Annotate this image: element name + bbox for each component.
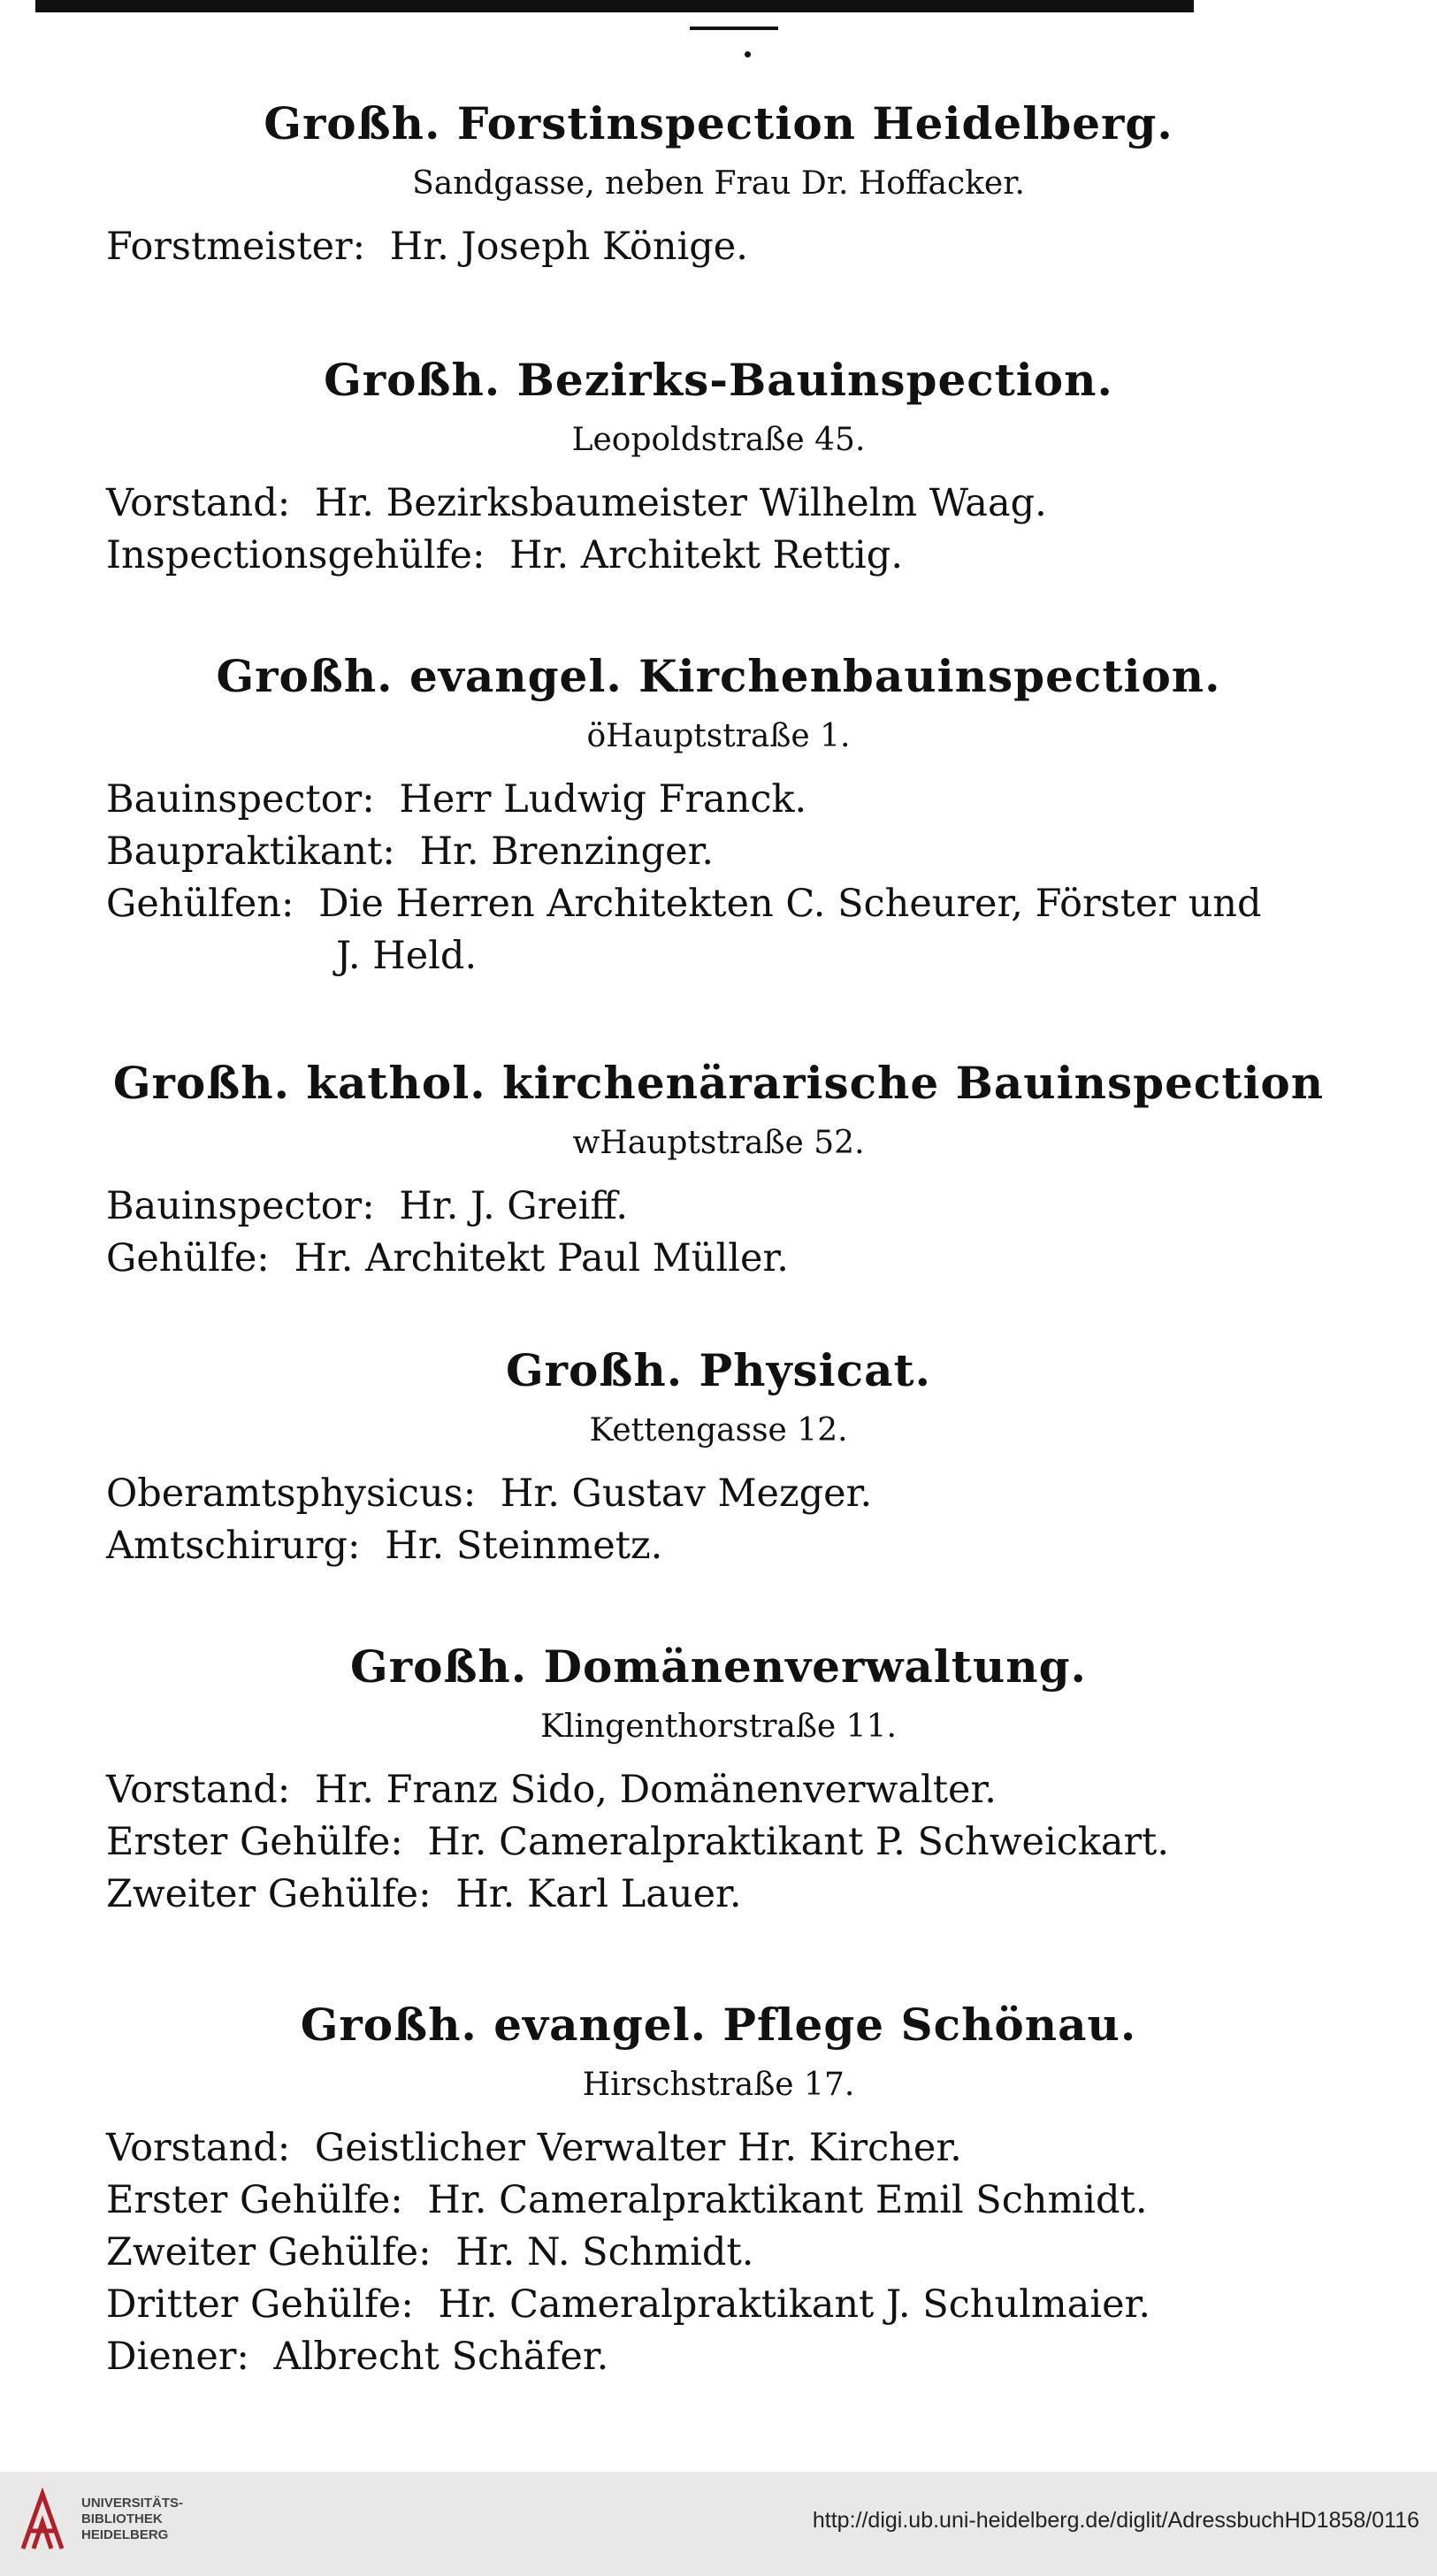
source-url-link[interactable]: http://digi.ub.uni-heidelberg.de/diglit/AdressbuchHD1858/0116: [812, 2508, 1419, 2533]
entry-name: Hr. Franz Sido, Domänenverwalter.: [314, 1768, 997, 1812]
section-forstinspection: [0, 97, 1437, 273]
section-address: Leopoldstraße 45.: [571, 422, 866, 458]
section-title: Großh. Forstinspection Heidelberg.: [264, 97, 1173, 149]
entry-role: Zweiter Gehülfe:: [106, 2230, 432, 2274]
entry-role: Gehülfen:: [106, 882, 294, 926]
entry-name: Hr. Architekt Rettig.: [509, 533, 903, 577]
list-item: [106, 2175, 1384, 2227]
entry-role: Erster Gehülfe:: [106, 2178, 403, 2222]
entry-role: Zweiter Gehülfe:: [106, 1872, 432, 1916]
section-domaenenverwaltung: [0, 1640, 1437, 1921]
section-kirchenbauinspection: [0, 650, 1437, 982]
list-item: [106, 478, 1384, 530]
entry-role: Diener:: [106, 2335, 249, 2379]
entry-list: [0, 478, 1437, 582]
entry-list: [0, 2122, 1437, 2383]
entry-role: Forstmeister:: [106, 225, 366, 269]
entry-name: Albrecht Schäfer.: [273, 2335, 609, 2379]
list-item: [106, 221, 1384, 273]
entry-continuation: J. Held.: [336, 934, 478, 978]
entry-name: Hr. Cameralpraktikant P. Schweickart.: [427, 1820, 1170, 1864]
list-item: [106, 1816, 1384, 1869]
entry-name: Hr. Bezirksbaumeister Wilhelm Waag.: [314, 481, 1047, 525]
list-item: [106, 2227, 1384, 2279]
section-address: wHauptstraße 52.: [572, 1125, 865, 1161]
entry-name: Hr. Architekt Paul Müller.: [294, 1236, 789, 1280]
list-item: [106, 530, 1384, 582]
entry-name: Hr. Gustav Mezger.: [500, 1471, 873, 1516]
entry-role: Baupraktikant:: [106, 829, 395, 874]
entry-role: Gehülfe:: [106, 1236, 270, 1280]
section-pflege-schoenau: [0, 1999, 1437, 2383]
section-title: Großh. Physicat.: [505, 1344, 932, 1396]
list-item: [106, 826, 1384, 878]
entry-role: Bauinspector:: [106, 1184, 375, 1228]
entry-name: Hr. Karl Lauer.: [455, 1872, 742, 1916]
list-item: [106, 1764, 1384, 1816]
entry-role: Inspectionsgehülfe:: [106, 533, 485, 577]
list-item: [106, 1869, 1384, 1921]
entry-role: Amtschirurg:: [106, 1524, 361, 1568]
top-rule: [35, 0, 1194, 12]
entry-name: Hr. Steinmetz.: [385, 1524, 663, 1568]
entry-role: Bauinspector:: [106, 777, 375, 822]
entry-name: Hr. Cameralpraktikant J. Schulmaier.: [438, 2282, 1151, 2327]
section-physicat: [0, 1344, 1437, 1572]
logo-line: UNIVERSITÄTS-: [81, 2496, 184, 2511]
list-item: [106, 2279, 1384, 2331]
library-logo-icon: [16, 2487, 69, 2557]
section-address: Sandgasse, neben Frau Dr. Hoffacker.: [412, 165, 1025, 202]
entry-name: Hr. Cameralpraktikant Emil Schmidt.: [427, 2178, 1148, 2222]
section-address: Kettengasse 12.: [589, 1412, 848, 1449]
entry-role: Vorstand:: [106, 2126, 291, 2170]
section-title: Großh. Bezirks-Bauinspection.: [324, 354, 1113, 406]
section-title: Großh. Domänenverwaltung.: [350, 1640, 1087, 1693]
list-item: [106, 774, 1384, 826]
entry-list: [0, 1181, 1437, 1285]
entry-role: Vorstand:: [106, 481, 291, 525]
section-address: Hirschstraße 17.: [582, 2067, 855, 2103]
section-bezirks-bauinspection: [0, 354, 1437, 582]
logo-line: HEIDELBERG: [81, 2527, 169, 2542]
logo-line: BIBLIOTHEK: [81, 2511, 163, 2526]
section-title: Großh. kathol. kirchenärarische Bauinspection: [112, 1057, 1325, 1109]
list-item: [106, 2331, 1384, 2383]
entry-role: Erster Gehülfe:: [106, 1820, 403, 1864]
entry-role: Vorstand:: [106, 1768, 291, 1812]
entry-list: [0, 1764, 1437, 1921]
entry-role: Oberamtsphysicus:: [106, 1471, 477, 1516]
section-title: Großh. evangel. Kirchenbauinspection.: [216, 650, 1221, 702]
list-item: [106, 1181, 1384, 1233]
entry-name: Herr Ludwig Franck.: [399, 777, 807, 822]
list-item: [106, 878, 1384, 982]
list-item: [106, 2122, 1384, 2175]
section-kathol-bauinspection: [0, 1057, 1437, 1285]
entry-list: [0, 1468, 1437, 1572]
list-item: [106, 1520, 1384, 1572]
entry-list: [0, 221, 1437, 273]
entry-role: Dritter Gehülfe:: [106, 2282, 414, 2327]
library-logo-text: [81, 2496, 183, 2543]
entry-name: Hr. N. Schmidt.: [455, 2230, 754, 2274]
section-address: öHauptstraße 1.: [586, 718, 851, 754]
list-item: [106, 1233, 1384, 1285]
section-title: Großh. evangel. Pflege Schönau.: [300, 1999, 1137, 2051]
ornament-dot: [745, 51, 751, 57]
entry-name: Hr. J. Greiff.: [399, 1184, 629, 1228]
section-address: Klingenthorstraße 11.: [540, 1708, 897, 1745]
entry-name: Die Herren Architekten C. Scheurer, Förster und: [318, 882, 1262, 926]
ornament-rule: [690, 27, 778, 30]
entry-list: [0, 774, 1437, 982]
list-item: [106, 1468, 1384, 1520]
entry-name: Hr. Brenzinger.: [419, 829, 715, 874]
entry-name: Geistlicher Verwalter Hr. Kircher.: [314, 2126, 962, 2170]
entry-name: Hr. Joseph Könige.: [389, 225, 748, 269]
